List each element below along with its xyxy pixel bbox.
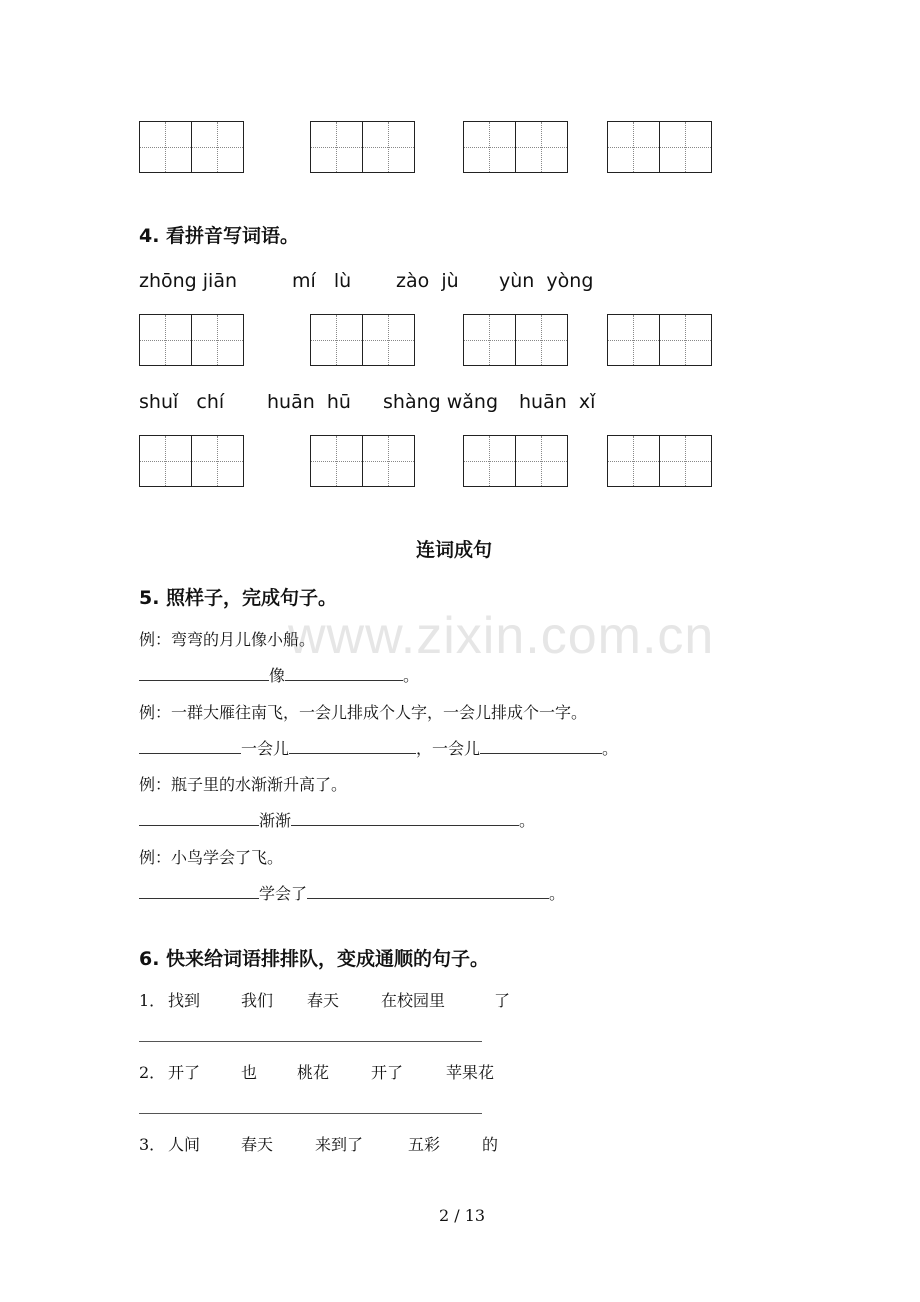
word-chip: 苹果花	[446, 1063, 495, 1082]
item-number: 2．	[139, 1063, 166, 1082]
word-chip: 我们	[241, 991, 274, 1010]
writing-box[interactable]	[310, 435, 415, 487]
word-chip: 开了	[371, 1063, 404, 1082]
answer-blank[interactable]	[139, 666, 269, 681]
pinyin-label: huān xǐ	[519, 391, 596, 413]
pinyin-label: shuǐ chí	[139, 391, 225, 413]
word-chip: 开了	[168, 1063, 201, 1082]
answer-blank[interactable]	[139, 739, 241, 754]
pinyin-label: huān hū	[267, 391, 351, 413]
writing-box[interactable]	[139, 314, 244, 366]
answer-blank[interactable]	[285, 666, 403, 681]
example-sentence: 例：弯弯的月儿像小船。	[139, 630, 316, 649]
answer-line[interactable]	[139, 1113, 482, 1114]
item-number: 3．	[139, 1135, 166, 1154]
question-6-title: 6. 快来给词语排排队，变成通顺的句子。	[139, 948, 490, 970]
pinyin-label: zhōng jiān	[139, 270, 238, 292]
writing-box[interactable]	[463, 121, 568, 173]
answer-blank[interactable]	[289, 739, 416, 754]
fill-word: ，一会儿	[416, 739, 481, 758]
question-4-title: 4. 看拼音写词语。	[139, 225, 300, 247]
writing-box[interactable]	[310, 314, 415, 366]
answer-blank[interactable]	[307, 884, 549, 899]
pinyin-label: yùn yòng	[499, 270, 594, 292]
word-chip: 找到	[168, 991, 201, 1010]
fill-end: 。	[602, 739, 619, 758]
example-sentence: 例：一群大雁往南飞，一会儿排成个人字，一会儿排成个一字。	[139, 703, 588, 722]
writing-box[interactable]	[607, 435, 712, 487]
writing-box[interactable]	[310, 121, 415, 173]
word-chip: 五彩	[408, 1135, 441, 1154]
fill-end: 。	[519, 811, 536, 830]
answer-blank[interactable]	[139, 811, 259, 826]
page-number: 2 / 13	[439, 1206, 486, 1225]
word-order-item-2	[139, 1060, 165, 1083]
question-5-title: 5. 照样子，完成句子。	[139, 587, 338, 609]
word-chip: 春天	[307, 991, 340, 1010]
example-sentence: 例：小鸟学会了飞。	[139, 848, 284, 867]
fill-word: 学会了	[259, 884, 308, 903]
fill-end: 。	[549, 884, 566, 903]
word-chip: 的	[482, 1135, 499, 1154]
writing-box[interactable]	[463, 314, 568, 366]
writing-box[interactable]	[607, 121, 712, 173]
answer-blank[interactable]	[139, 884, 259, 899]
word-order-item-1	[139, 988, 165, 1011]
section-title: 连词成句	[416, 539, 493, 561]
fill-end: 。	[403, 666, 420, 685]
example-sentence: 例：瓶子里的水渐渐升高了。	[139, 775, 348, 794]
answer-blank[interactable]	[480, 739, 602, 754]
fill-word: 渐渐	[259, 811, 292, 830]
answer-blank[interactable]	[291, 811, 519, 826]
pinyin-label: shàng wǎng	[383, 391, 499, 413]
fill-word: 像	[269, 666, 286, 685]
pinyin-label: zào jù	[396, 270, 459, 292]
word-chip: 来到了	[315, 1135, 364, 1154]
watermark: www.zixin.com.cn	[288, 607, 715, 665]
word-chip: 在校园里	[381, 991, 446, 1010]
writing-box[interactable]	[139, 435, 244, 487]
writing-box[interactable]	[463, 435, 568, 487]
pinyin-label: mí lù	[292, 270, 352, 292]
word-chip: 春天	[241, 1135, 274, 1154]
word-chip: 也	[241, 1063, 258, 1082]
fill-in-line	[139, 663, 419, 686]
word-order-item-3	[139, 1132, 165, 1155]
fill-word: 一会儿	[241, 739, 290, 758]
fill-in-line	[139, 881, 565, 904]
item-number: 1．	[139, 991, 166, 1010]
word-chip: 人间	[168, 1135, 201, 1154]
answer-line[interactable]	[139, 1041, 482, 1042]
fill-in-line	[139, 736, 618, 759]
word-chip: 桃花	[297, 1063, 330, 1082]
fill-in-line	[139, 808, 535, 831]
word-chip: 了	[494, 991, 511, 1010]
writing-box[interactable]	[607, 314, 712, 366]
writing-box[interactable]	[139, 121, 244, 173]
